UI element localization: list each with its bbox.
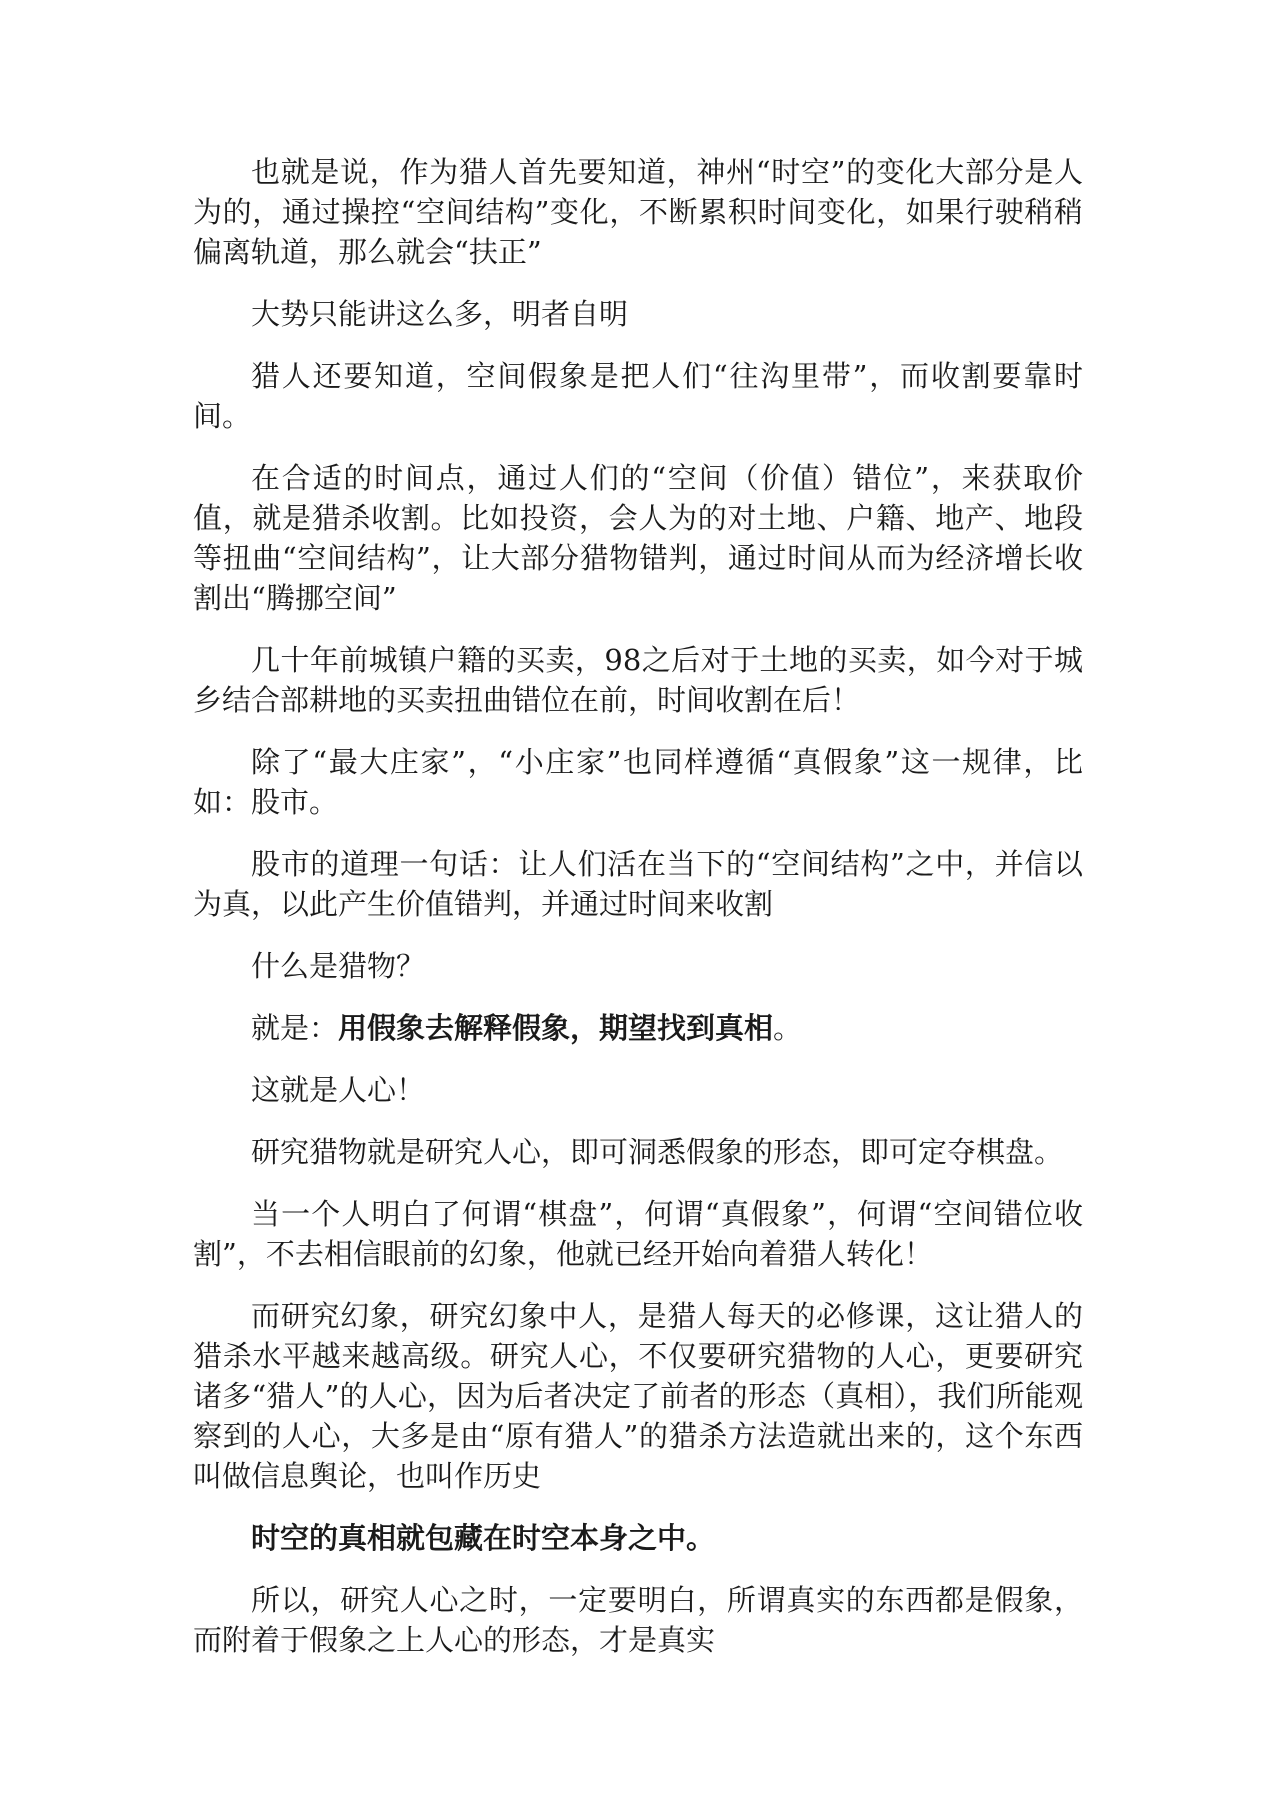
paragraph-bold-statement: 时空的真相就包藏在时空本身之中。 <box>251 1521 716 1555</box>
paragraph-dealers: 除了“最大庄家”，“小庄家”也同样遵循“真假象”这一规律，比如：股市。 <box>193 745 1083 819</box>
paragraph-study-prey: 研究猎物就是研究人心，即可洞悉假象的形态，即可定夺棋盘。 <box>251 1135 1064 1169</box>
document-body <box>193 152 1083 1682</box>
prey-definition-prefix: 就是： <box>251 1011 339 1045</box>
paragraph-study-illusion: 而研究幻象，研究幻象中人，是猎人每天的必修课，这让猎人的猎杀水平越来越高级。研究人心，不仅要研究猎物的人心，更要研究诸多“猎人”的人心，因为后者决定了前者的形态（真相），我们所能观察到的人心，大多是由“原有猎人”的猎杀方法造就出来的，这个东西叫做信息舆论，也叫作历史 <box>193 1299 1083 1493</box>
paragraph-closing: 所以，研究人心之时，一定要明白，所谓真实的东西都是假象，而附着于假象之上人心的形态，才是真实 <box>193 1583 1083 1657</box>
paragraph-human-heart: 这就是人心！ <box>251 1073 426 1107</box>
prey-definition-suffix: 。 <box>773 1011 803 1045</box>
paragraph-stock-market: 股市的道理一句话：让人们活在当下的“空间结构”之中，并信以为真，以此产生价值错判，并通过时间来收割 <box>193 847 1083 921</box>
paragraph-prey-definition <box>193 1008 1083 1048</box>
paragraph-harvest: 在合适的时间点，通过人们的“空间（价值）错位”，来获取价值，就是猎杀收割。比如投资，会人为的对土地、户籍、地产、地段等扭曲“空间结构”，让大部分猎物错判，通过时间从而为经济增长收割出“腾挪空间” <box>193 461 1083 615</box>
paragraph-what-is-prey: 什么是猎物？ <box>251 949 426 983</box>
paragraph-household-land: 几十年前城镇户籍的买卖，98之后对于土地的买卖，如今对于城乡结合部耕地的买卖扭曲错位在前，时间收割在后！ <box>193 643 1083 717</box>
paragraph-space-time-control: 也就是说，作为猎人首先要知道，神州“时空”的变化大部分是人为的，通过操控“空间结构”变化，不断累积时间变化，如果行驶稍稍偏离轨道，那么就会“扶正” <box>193 155 1083 269</box>
paragraph-space-illusion: 猎人还要知道，空间假象是把人们“往沟里带”，而收割要靠时间。 <box>193 359 1083 433</box>
paragraph-chessboard: 当一个人明白了何谓“棋盘”，何谓“真假象”，何谓“空间错位收割”，不去相信眼前的幻象，他就已经开始向着猎人转化！ <box>193 1197 1083 1271</box>
paragraph-trend: 大势只能讲这么多，明者自明 <box>251 297 629 331</box>
prey-definition-bold: 用假象去解释假象，期望找到真相 <box>338 1011 774 1045</box>
